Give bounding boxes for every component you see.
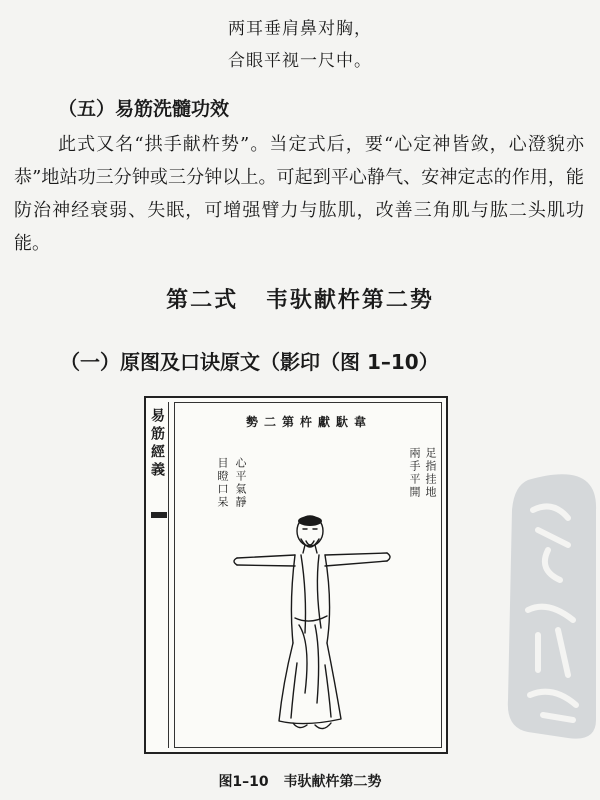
hair [298, 516, 322, 526]
standing-figure-illustration [175, 403, 443, 749]
verse-line-2: 合眼平视一尺中。 [228, 51, 372, 71]
figure-caption: 图1–10 韦驮献杵第二势 [218, 774, 382, 790]
chapter-title: 第二式 韦驮献杵第二势 [166, 287, 434, 313]
plate-inner-frame [174, 402, 442, 748]
section-heading: （五）易筋洗髓功效 [58, 98, 230, 120]
figure-plate [144, 396, 448, 754]
sub-heading: （一）原图及口诀原文（影印（图 1–10） [60, 350, 439, 374]
right-verse-col-1: 足指挂地 [424, 447, 437, 499]
left-verse-col-2: 目瞪口呆 [216, 457, 229, 509]
book-title: 易筋經義 [149, 408, 165, 480]
seal-watermark [498, 470, 598, 740]
verse-line-1: 两耳垂肩鼻对胸， [228, 19, 372, 39]
spine-bar [151, 512, 167, 518]
body-paragraph: 此式又名“拱手献杵势”。当定式后，要“心定神皆敛，心澄貌亦恭”地站功三分钟或三分钟以上。可起到平心静气、安神定志的作用，能防治神经衰弱、失眠，可增强臂力与肱肌，改善三角肌与肱二头肌功能。 [14, 134, 584, 254]
left-verse-col-1: 心平氣靜 [234, 457, 247, 509]
plate-title: 韋馱獻杵第二勢 [245, 415, 372, 429]
right-verse-col-2: 兩手平開 [408, 447, 421, 499]
book-spine-strip [150, 402, 169, 748]
